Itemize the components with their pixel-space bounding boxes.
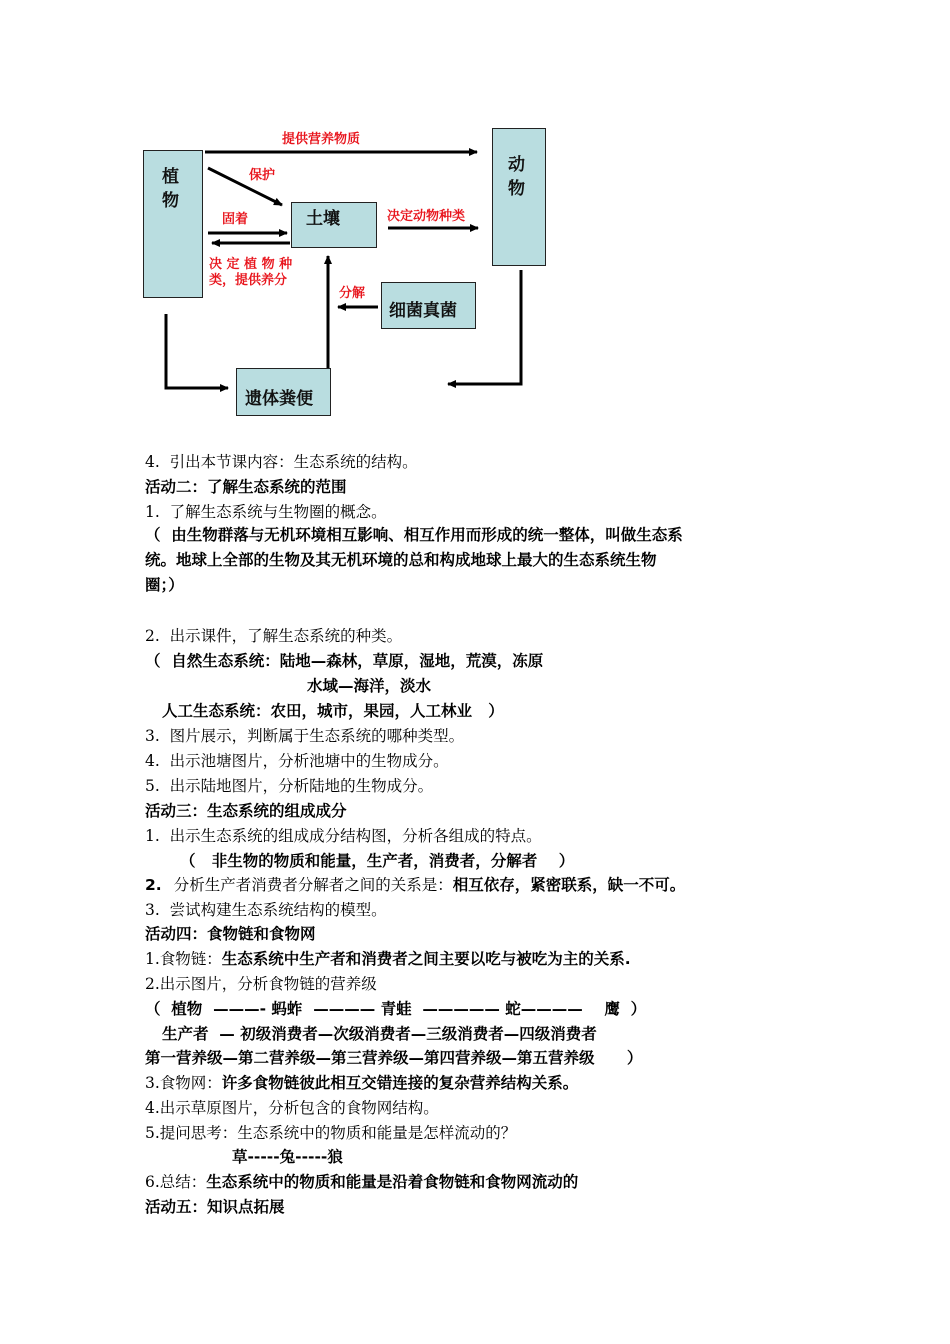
node-animal-label: 动物	[508, 155, 525, 199]
section-heading: 活动五：知识点拓展	[145, 1198, 285, 1216]
text-line-answer: 相互依存，紧密联系，缺一不可。	[452, 876, 686, 894]
text-line: 1. 了解生态系统与生物圈的概念。	[145, 503, 387, 521]
text-line: 生产者 — 初级消费者—次级消费者—三级消费者—四级消费者	[162, 1025, 597, 1043]
label-anchor: 固着	[222, 212, 249, 227]
text-line: （ 非生物的物质和能量，生产者，消费者，分解者 ）	[180, 852, 575, 870]
section-heading: 活动二：了解生态系统的范围	[145, 478, 347, 496]
text-line	[145, 873, 685, 898]
text-line-number: 2.	[145, 876, 162, 894]
node-soil-label: 土壤	[306, 209, 340, 229]
label-plant-species-2: 类，提供养分	[209, 273, 288, 288]
text-line-lead: 3.食物网：	[145, 1074, 222, 1092]
text-line: （ 由生物群落与无机环境相互影响、相互作用而形成的统一整体，叫做生态系	[145, 526, 683, 544]
text-line: 2.出示图片，分析食物链的营养级	[145, 975, 377, 993]
node-animal	[492, 128, 546, 266]
text-line-lead: 1.食物链：	[145, 950, 222, 968]
text-line: 1. 出示生态系统的组成成分结构图，分析各组成的特点。	[145, 827, 542, 845]
text-line: 水域—海洋，淡水	[307, 677, 432, 695]
text-line	[145, 947, 631, 972]
text-line: 圈；）	[145, 576, 184, 594]
text-line: 人工生态系统：农田，城市，果园，人工林业 ）	[162, 702, 504, 720]
node-remains-label: 遗体粪便	[245, 389, 313, 409]
text-line	[145, 1071, 578, 1096]
node-plant-label: 植物	[162, 167, 179, 211]
text-line: 4. 出示池塘图片，分析池塘中的生物成分。	[145, 752, 449, 770]
text-line: 4. 引出本节课内容：生态系统的结构。	[145, 453, 418, 471]
node-microbe-label: 细菌真菌	[389, 301, 457, 321]
label-decompose: 分解	[339, 286, 366, 301]
label-animal-species: 决定动物种类	[387, 209, 466, 224]
text-line-lead: 6.总结：	[145, 1173, 207, 1191]
text-line: 3. 图片展示，判断属于生态系统的哪种类型。	[145, 727, 465, 745]
text-line: 2. 出示课件，了解生态系统的种类。	[145, 627, 403, 645]
label-nutrients: 提供营养物质	[282, 132, 361, 147]
text-line: 5.提问思考：生态系统中的物质和能量是怎样流动的？	[145, 1124, 517, 1142]
text-line: 3. 尝试构建生态系统结构的模型。	[145, 901, 387, 919]
text-line: 草-----兔-----狼	[232, 1148, 343, 1166]
section-heading: 活动三：生态系统的组成成分	[145, 802, 347, 820]
label-protect: 保护	[249, 168, 276, 183]
text-line: 统。地球上全部的生物及其无机环境的总和构成地球上最大的生态系统生物	[145, 551, 657, 569]
text-line-lead: 分析生产者消费者分解者之间的关系是：	[173, 876, 453, 894]
label-plant-species-1: 决 定 植 物 种	[209, 257, 293, 272]
node-soil	[291, 202, 377, 248]
node-microbe	[381, 282, 476, 329]
text-line-answer: 许多食物链彼此相互交错连接的复杂营养结构关系。	[221, 1074, 579, 1092]
arrow-plant-to-remains	[166, 314, 228, 388]
text-line	[145, 1170, 578, 1195]
node-plant	[143, 150, 203, 298]
text-line-answer: 生态系统中生产者和消费者之间主要以吃与被吃为主的关系.	[221, 950, 631, 968]
node-remains	[236, 368, 331, 416]
text-line: （ 自然生态系统：陆地—森林，草原，湿地，荒漠，冻原	[145, 652, 544, 670]
text-line-answer: 生态系统中的物质和能量是沿着食物链和食物网流动的	[206, 1173, 579, 1191]
text-line: （ 植物 ———- 蚂蚱 ———— 青蛙 ————— 蛇———— 鹰 ）	[145, 1000, 647, 1018]
text-line: 4.出示草原图片，分析包含的食物网结构。	[145, 1099, 439, 1117]
text-line: 5. 出示陆地图片，分析陆地的生物成分。	[145, 777, 434, 795]
text-line: 第一营养级—第二营养级—第三营养级—第四营养级—第五营养级 ）	[145, 1049, 643, 1067]
section-heading: 活动四：食物链和食物网	[145, 925, 316, 943]
